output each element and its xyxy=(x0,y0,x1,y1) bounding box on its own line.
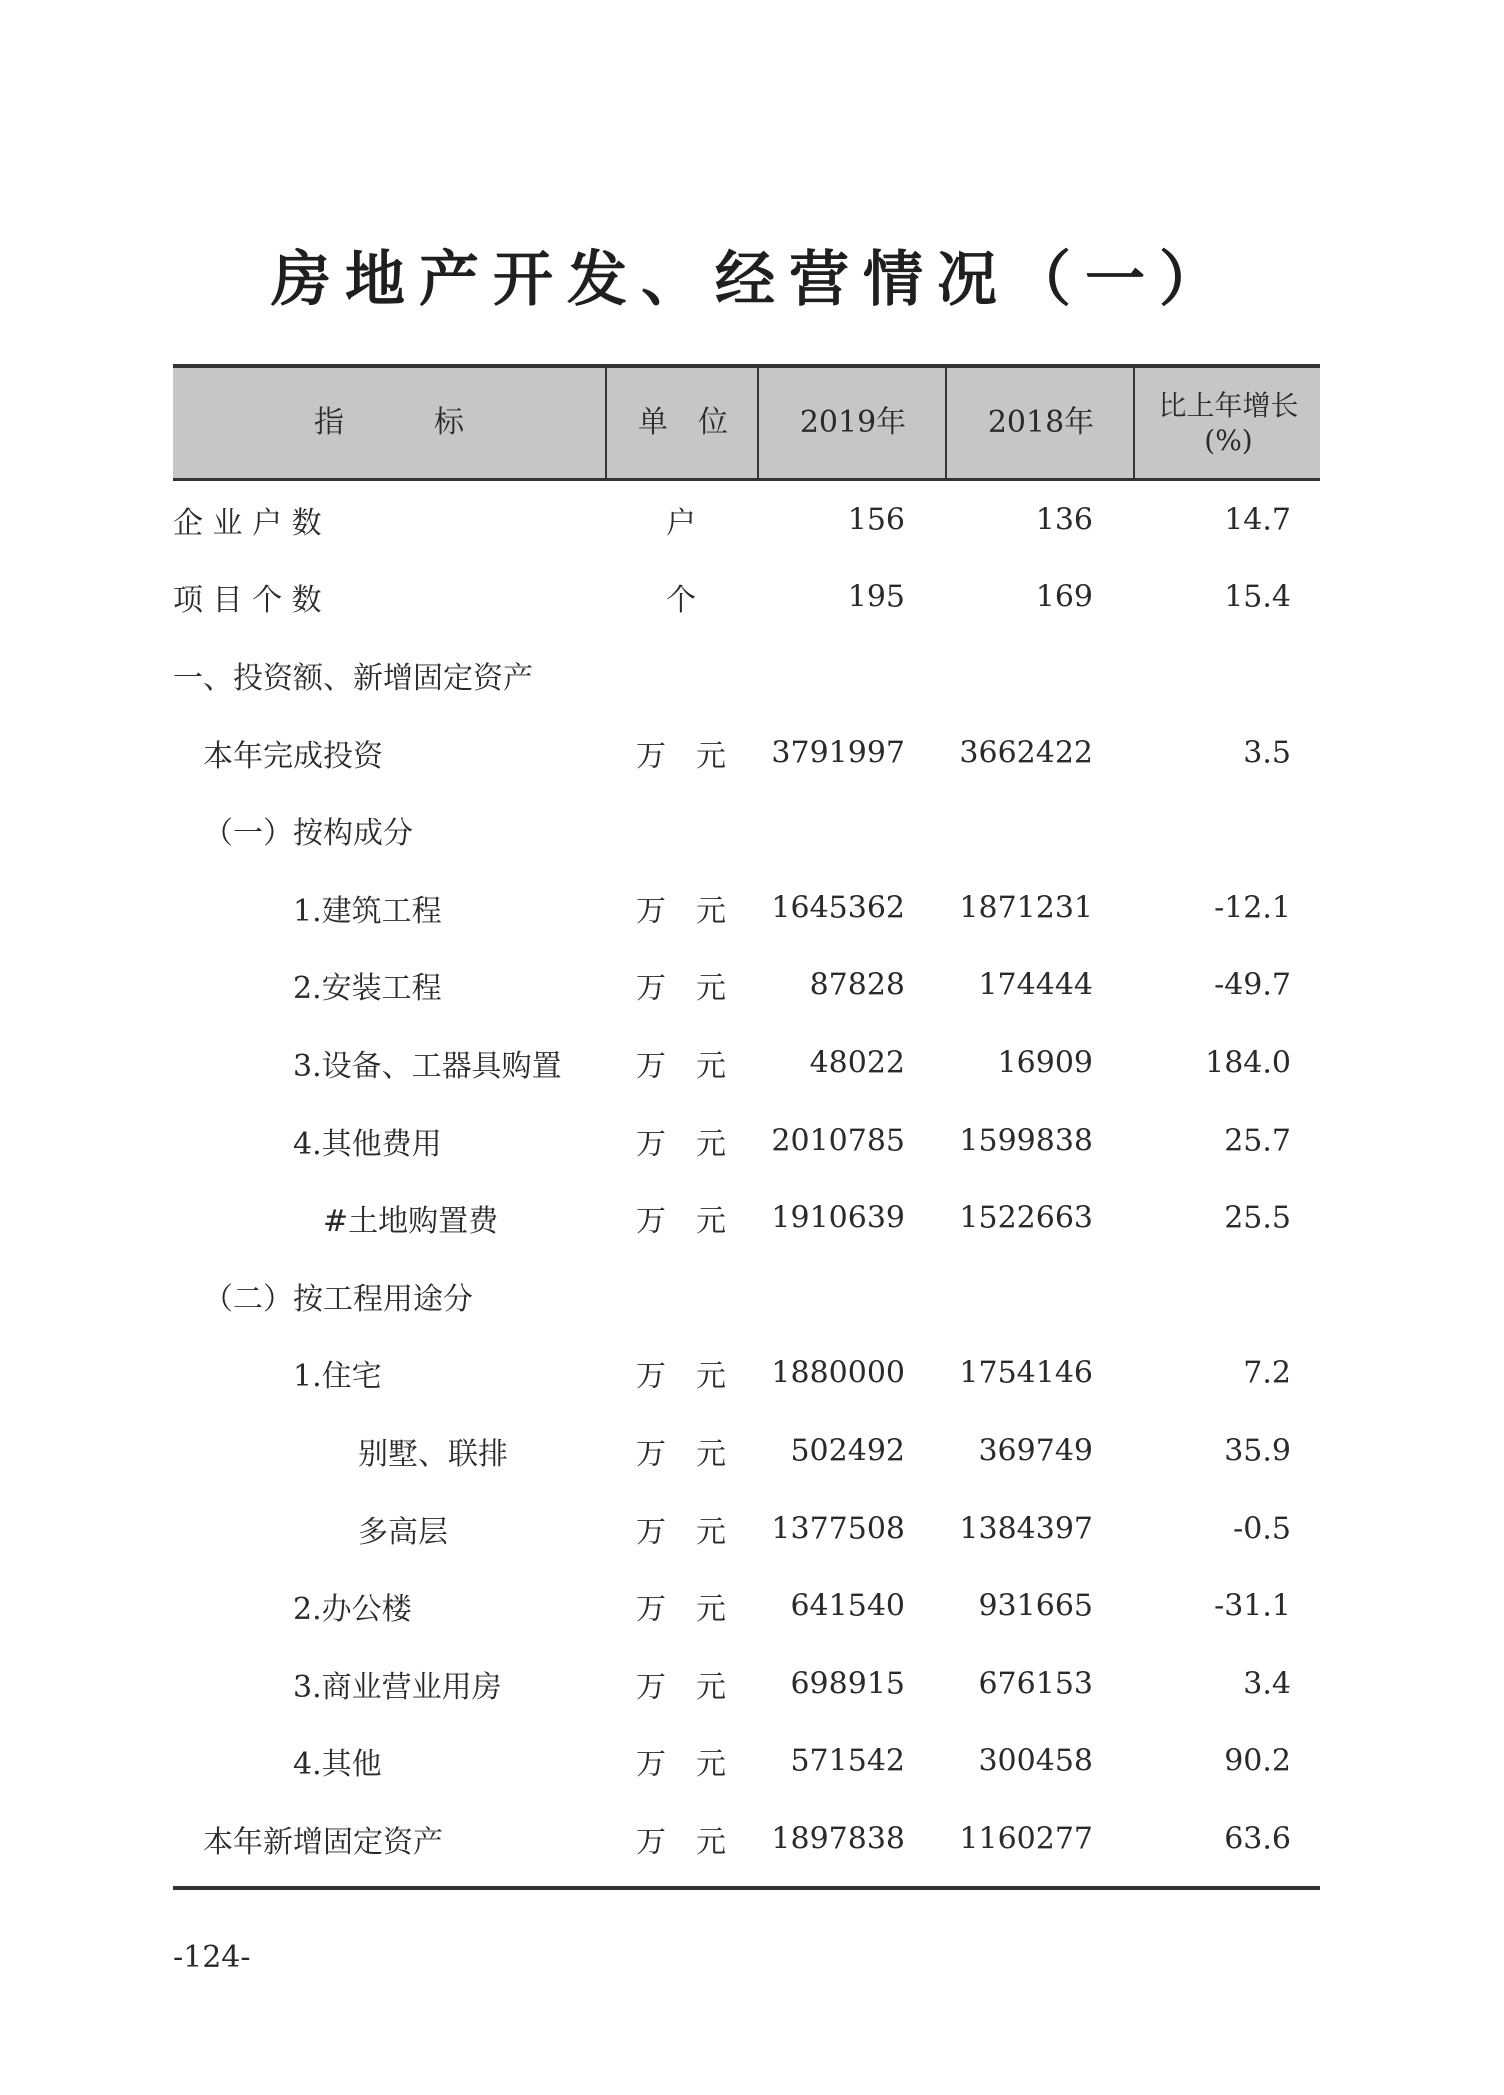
row-growth: 25.7 xyxy=(1224,1123,1291,1159)
table-row xyxy=(173,1102,1320,1180)
row-growth: 25.5 xyxy=(1224,1200,1291,1236)
row-value-2019: 1645362 xyxy=(771,890,905,926)
row-value-2019: 87828 xyxy=(809,967,905,1003)
row-indicator: 项 目 个 数 xyxy=(173,583,322,619)
row-indicator: 2.安装工程 xyxy=(293,971,442,1007)
row-growth: -0.5 xyxy=(1233,1511,1291,1547)
table-row xyxy=(173,791,1320,869)
row-unit: 万 元 xyxy=(636,1824,726,1860)
row-growth: 3.4 xyxy=(1243,1666,1291,1702)
header-2018: 2018年 xyxy=(945,368,1135,478)
row-value-2019: 641540 xyxy=(790,1588,905,1624)
row-value-2018: 1754146 xyxy=(959,1355,1093,1391)
row-value-2019: 698915 xyxy=(790,1666,905,1702)
table-header xyxy=(173,364,1320,481)
header-2019: 2019年 xyxy=(757,368,947,478)
row-indicator: 4.其他费用 xyxy=(293,1126,442,1162)
row-unit: 万 元 xyxy=(636,1669,726,1705)
row-indicator: #土地购置费 xyxy=(323,1204,499,1240)
row-unit: 万 元 xyxy=(636,1204,726,1240)
page-number: -124- xyxy=(173,1940,251,1975)
table-row xyxy=(173,1723,1320,1801)
page-title: 房地产开发、经营情况（一） xyxy=(271,245,1233,315)
table-row xyxy=(173,1645,1320,1723)
row-growth: 14.7 xyxy=(1224,502,1291,538)
row-value-2018: 1160277 xyxy=(959,1821,1093,1857)
table-row xyxy=(173,1490,1320,1568)
row-unit: 万 元 xyxy=(636,1126,726,1162)
table-row xyxy=(173,1567,1320,1645)
table-row xyxy=(173,1257,1320,1335)
row-value-2018: 931665 xyxy=(978,1588,1093,1624)
row-growth: 7.2 xyxy=(1243,1355,1291,1391)
row-value-2018: 676153 xyxy=(978,1666,1093,1702)
row-indicator: 一、投资额、新增固定资产 xyxy=(173,660,533,696)
row-growth: 3.5 xyxy=(1243,735,1291,771)
table-row xyxy=(173,1800,1320,1878)
table-row xyxy=(173,1412,1320,1490)
row-value-2018: 16909 xyxy=(997,1045,1093,1081)
row-indicator: 多高层 xyxy=(358,1514,448,1550)
row-growth: 35.9 xyxy=(1224,1433,1291,1469)
table-row xyxy=(173,481,1320,559)
row-value-2018: 1384397 xyxy=(959,1511,1093,1547)
row-growth: 15.4 xyxy=(1224,579,1291,615)
table-row xyxy=(173,947,1320,1025)
row-unit: 万 元 xyxy=(636,738,726,774)
table-row xyxy=(173,559,1320,637)
row-unit: 万 元 xyxy=(636,893,726,929)
row-growth: -12.1 xyxy=(1214,890,1291,926)
row-value-2019: 3791997 xyxy=(771,735,905,771)
row-unit: 万 元 xyxy=(636,1359,726,1395)
row-growth: 63.6 xyxy=(1224,1821,1291,1857)
row-indicator: 3.设备、工器具购置 xyxy=(293,1048,562,1084)
row-value-2018: 3662422 xyxy=(959,735,1093,771)
row-indicator: 3.商业营业用房 xyxy=(293,1669,502,1705)
row-growth: -49.7 xyxy=(1214,967,1291,1003)
row-growth: -31.1 xyxy=(1214,1588,1291,1624)
row-unit: 万 元 xyxy=(636,1592,726,1628)
row-value-2018: 169 xyxy=(1035,579,1093,615)
row-growth: 184.0 xyxy=(1205,1045,1291,1081)
row-value-2018: 136 xyxy=(1035,502,1093,538)
row-indicator: （二）按工程用途分 xyxy=(203,1281,473,1317)
row-value-2019: 1910639 xyxy=(771,1200,905,1236)
header-growth-label: 比上年增长 xyxy=(1158,389,1299,422)
row-value-2018: 369749 xyxy=(978,1433,1093,1469)
row-value-2018: 1871231 xyxy=(959,890,1093,926)
row-value-2019: 1897838 xyxy=(771,1821,905,1857)
row-indicator: 本年新增固定资产 xyxy=(203,1824,443,1860)
row-unit: 万 元 xyxy=(636,971,726,1007)
row-value-2019: 1377508 xyxy=(771,1511,905,1547)
row-value-2019: 1880000 xyxy=(771,1355,905,1391)
row-indicator: （一）按构成分 xyxy=(203,816,413,852)
row-value-2018: 300458 xyxy=(978,1743,1093,1779)
table-body xyxy=(173,481,1320,1878)
row-growth: 90.2 xyxy=(1224,1743,1291,1779)
header-unit: 单 位 xyxy=(605,368,759,478)
row-unit: 万 元 xyxy=(636,1048,726,1084)
table-row xyxy=(173,636,1320,714)
row-indicator: 企 业 户 数 xyxy=(173,505,322,541)
table-row xyxy=(173,1179,1320,1257)
table-row xyxy=(173,1335,1320,1413)
row-indicator: 4.其他 xyxy=(293,1747,382,1783)
row-indicator: 2.办公楼 xyxy=(293,1592,412,1628)
row-value-2019: 156 xyxy=(847,502,905,538)
row-indicator: 别墅、联排 xyxy=(358,1436,508,1472)
bottom-rule xyxy=(173,1886,1320,1890)
row-value-2018: 1522663 xyxy=(959,1200,1093,1236)
statistics-table xyxy=(173,364,1320,1890)
row-value-2019: 48022 xyxy=(809,1045,905,1081)
row-value-2019: 571542 xyxy=(790,1743,905,1779)
table-row xyxy=(173,714,1320,792)
row-unit: 个 xyxy=(666,583,696,619)
row-value-2019: 502492 xyxy=(790,1433,905,1469)
row-value-2018: 1599838 xyxy=(959,1123,1093,1159)
row-unit: 万 元 xyxy=(636,1747,726,1783)
row-indicator: 1.建筑工程 xyxy=(293,893,442,929)
row-unit: 万 元 xyxy=(636,1514,726,1550)
row-indicator: 1.住宅 xyxy=(293,1359,382,1395)
row-value-2018: 174444 xyxy=(978,967,1093,1003)
row-value-2019: 195 xyxy=(847,579,905,615)
row-value-2019: 2010785 xyxy=(771,1123,905,1159)
row-unit: 万 元 xyxy=(636,1436,726,1472)
table-row xyxy=(173,1024,1320,1102)
table-row xyxy=(173,869,1320,947)
header-growth xyxy=(1133,368,1322,478)
row-unit: 户 xyxy=(666,505,696,541)
header-growth-unit: (%) xyxy=(1204,424,1253,457)
header-indicator: 指 标 xyxy=(314,405,464,441)
row-indicator: 本年完成投资 xyxy=(203,738,383,774)
